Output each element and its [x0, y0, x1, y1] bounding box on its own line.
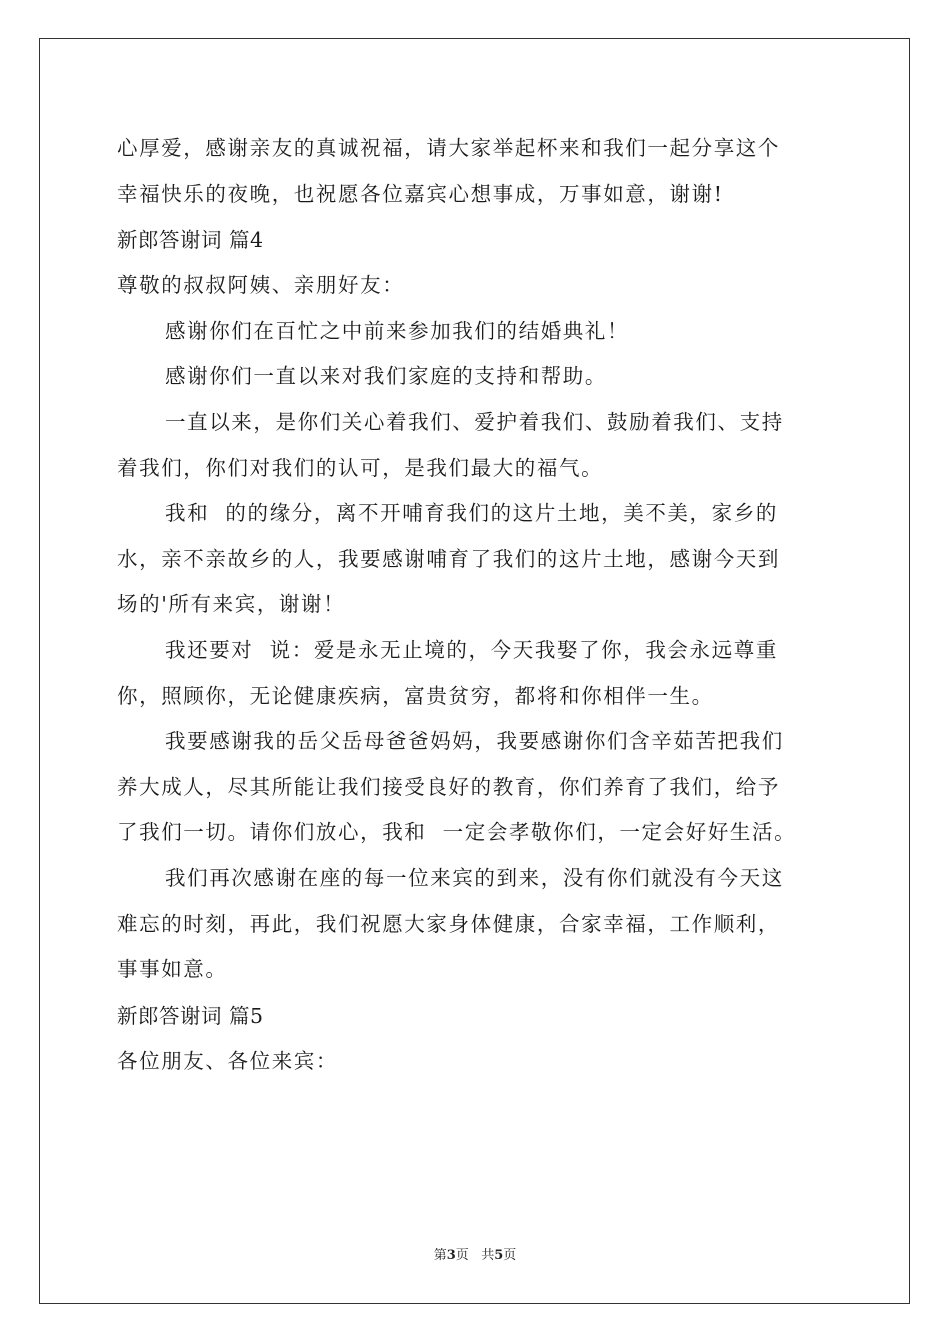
text-line: 幸福快乐的夜晚，也祝愿各位嘉宾心想事成，万事如意，谢谢! [117, 181, 724, 206]
text-line: 心厚爱，感谢亲友的真诚祝福，请大家举起杯来和我们一起分享这个 [117, 136, 780, 160]
text-line: 你，照顾你，无论健康疾病，富贵贫穷，都将和你相伴一生。 [117, 683, 714, 708]
text-line: 感谢你们在百忙之中前来参加我们的结婚典礼！ [165, 318, 630, 343]
text-line: 场的'所有来宾，谢谢！ [117, 592, 346, 617]
total-prefix: 共 [481, 1248, 495, 1263]
section-heading: 新郎答谢词 篇5 [117, 1003, 264, 1028]
total-pages: 5 [494, 1248, 504, 1263]
document-body [117, 126, 839, 1084]
text-line: 养大成人，尽其所能让我们接受良好的教育，你们养育了我们，给予 [117, 774, 780, 799]
page-number: 3 [446, 1248, 456, 1263]
page-prefix: 第 [433, 1248, 447, 1263]
text-line: 我们再次感谢在座的每一位来宾的到来，没有你们就没有今天这 [165, 865, 784, 890]
text-line: 难忘的时刻，再此，我们祝愿大家身体健康，合家幸福，工作顺利， [117, 911, 780, 936]
salutation: 尊敬的叔叔阿姨、亲朋好友： [117, 273, 405, 298]
section-heading: 新郎答谢词 篇4 [117, 228, 264, 253]
page-suffix: 页 [455, 1248, 469, 1263]
text-line: 我还要对 说：爱是永无止境的，今天我娶了你，我会永远尊重 [165, 637, 778, 662]
salutation: 各位朋友、各位来宾： [117, 1048, 338, 1073]
text-line: 了我们一切。请你们放心，我和 一定会孝敬你们，一定会好好生活。 [117, 820, 797, 845]
text-line: 我要感谢我的岳父岳母爸爸妈妈，我要感谢你们含辛茹苦把我们 [165, 729, 784, 754]
text-line: 着我们，你们对我们的认可，是我们最大的福气。 [117, 455, 604, 480]
text-line: 水，亲不亲故乡的人，我要感谢哺育了我们的这片土地，感谢今天到 [117, 546, 780, 571]
text-line: 感谢你们一直以来对我们家庭的支持和帮助。 [165, 364, 607, 389]
text-line: 一直以来，是你们关心着我们、爱护着我们、鼓励着我们、支持 [165, 409, 784, 434]
text-line: 我和 的的缘分，离不开哺育我们的这片土地，美不美，家乡的 [165, 501, 778, 526]
total-suffix: 页 [503, 1248, 517, 1263]
text-line: 事事如意。 [117, 957, 228, 982]
page-footer [0, 1248, 950, 1264]
